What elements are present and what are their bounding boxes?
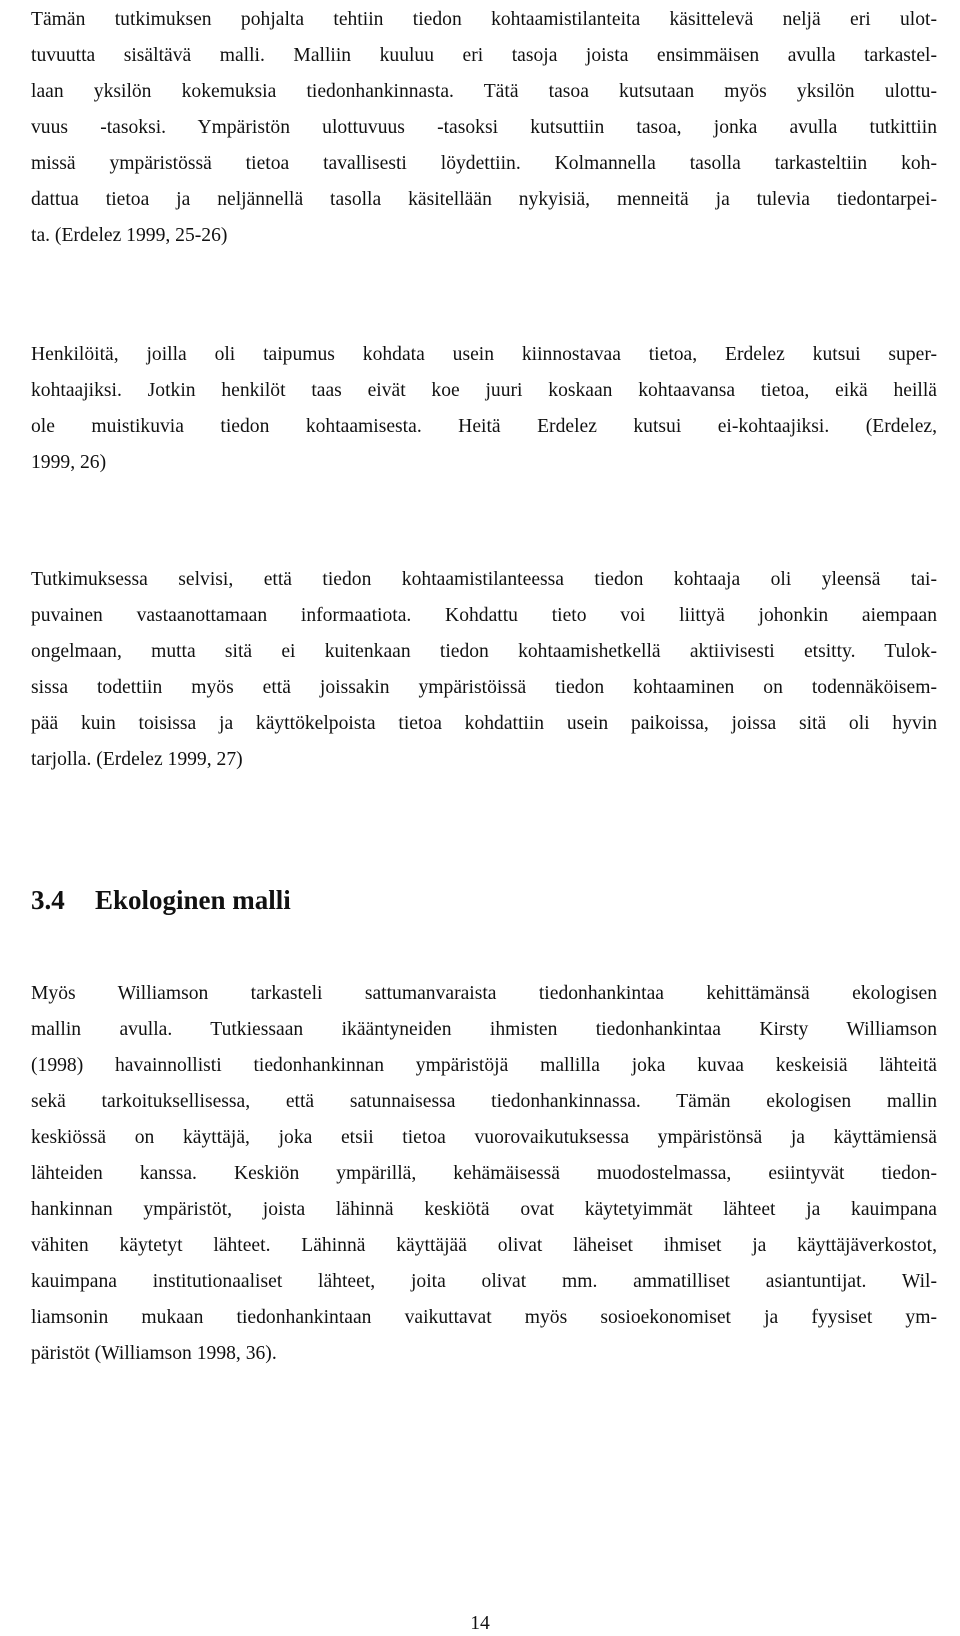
text-line: ole muistikuvia tiedon kohtaamisesta. Heitä Erdelez kutsui ei-kohtaajiksi. (Erdelez,	[31, 416, 937, 437]
text-line: tuvuutta sisältävä malli. Malliin kuuluu eri tasoja joista ensimmäisen avulla tarkastel-	[31, 45, 937, 66]
text-line: (1998) havainnollisti tiedonhankinnan ympäristöjä mallilla joka kuvaa keskeisiä lähteitä	[31, 1055, 937, 1076]
text-line: tarjolla. (Erdelez 1999, 27)	[31, 749, 243, 770]
text-line: laan yksilön kokemuksia tiedonhankinnasta. Tätä tasoa kutsutaan myös yksilön ulottu-	[31, 81, 937, 102]
text-line: sekä tarkoituksellisessa, että satunnaisessa tiedonhankinnassa. Tämän ekologisen mallin	[31, 1091, 937, 1112]
text-line: keskiössä on käyttäjä, joka etsii tietoa vuorovaikutuksessa ympäristönsä ja käyttämiensä	[31, 1127, 937, 1148]
section-title: Ekologinen malli	[95, 885, 291, 915]
text-line: kauimpana institutionaaliset lähteet, joita olivat mm. ammatilliset asiantuntijat. Wil-	[31, 1271, 937, 1292]
text-line: ta. (Erdelez 1999, 25-26)	[31, 225, 228, 246]
text-line: dattua tietoa ja neljännellä tasolla käsitellään nykyisiä, menneitä ja tulevia tiedontarpei-	[31, 189, 937, 210]
page-number: 14	[470, 1613, 490, 1634]
text-line: vähiten käytetyt lähteet. Lähinnä käyttäjää olivat läheiset ihmiset ja käyttäjäverkostot,	[31, 1235, 937, 1256]
paragraph-research-findings	[31, 562, 937, 778]
text-line: Myös Williamson tarkasteli sattumanvaraista tiedonhankintaa kehittämänsä ekologisen	[31, 983, 937, 1004]
text-line: Tämän tutkimuksen pohjalta tehtiin tiedon kohtaamistilanteita käsittelevä neljä eri ulot-	[31, 9, 937, 30]
text-line: pää kuin toisissa ja käyttökelpoista tietoa kohdattiin usein paikoissa, joissa sitä oli hyvin	[31, 713, 937, 734]
text-line: missä ympäristössä tietoa tavallisesti löydettiin. Kolmannella tasolla tarkasteltiin koh-	[31, 153, 937, 174]
section-number: 3.4	[31, 885, 65, 915]
text-line: lähteiden kanssa. Keskiön ympärillä, kehämäisessä muodostelmassa, esiintyvät tiedon-	[31, 1163, 937, 1184]
text-line: ongelmaan, mutta sitä ei kuitenkaan tiedon kohtaamishetkellä aktiivisesti etsitty. Tulok-	[31, 641, 937, 662]
paragraph-erdelez-model	[31, 2, 937, 254]
text-line: vuus -tasoksi. Ympäristön ulottuvuus -tasoksi kutsuttiin tasoa, jonka avulla tutkittiin	[31, 117, 937, 138]
text-line: Henkilöitä, joilla oli taipumus kohdata usein kiinnostavaa tietoa, Erdelez kutsui super-	[31, 344, 937, 365]
paragraph-ecological-model	[31, 976, 937, 1372]
text-line: hankinnan ympäristöt, joista lähinnä keskiötä ovat käytetyimmät lähteet ja kauimpana	[31, 1199, 937, 1220]
text-line: mallin avulla. Tutkiessaan ikääntyneiden ihmisten tiedonhankintaa Kirsty Williamson	[31, 1019, 937, 1040]
text-line: puvainen vastaanottamaan informaatiota. Kohdattu tieto voi liittyä johonkin aiempaan	[31, 605, 937, 626]
section-heading	[31, 882, 291, 918]
text-line: liamsonin mukaan tiedonhankintaan vaikuttavat myös sosioekonomiset ja fyysiset ym-	[31, 1307, 937, 1328]
text-line: 1999, 26)	[31, 452, 107, 473]
paragraph-super-encounterers	[31, 337, 937, 481]
text-line: sissa todettiin myös että joissakin ympäristöissä tiedon kohtaaminen on todennäköisem-	[31, 677, 937, 698]
text-line: kohtaajiksi. Jotkin henkilöt taas eivät koe juuri koskaan kohtaavansa tietoa, eikä heillä	[31, 380, 937, 401]
text-line: päristöt (Williamson 1998, 36).	[31, 1343, 277, 1364]
text-line: Tutkimuksessa selvisi, että tiedon kohtaamistilanteessa tiedon kohtaaja oli yleensä tai-	[31, 569, 937, 590]
